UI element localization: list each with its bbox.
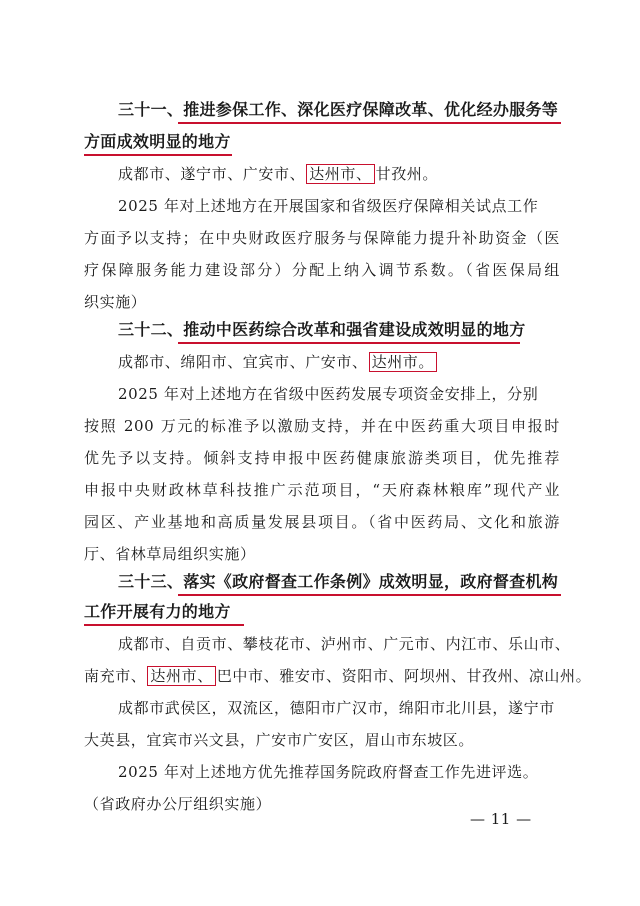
- cities-text: 成都市、遂宁市、广安市、: [118, 165, 306, 183]
- cities-text: 甘孜州。: [375, 165, 439, 183]
- section33-cities-line1: 成都市、自贡市、攀枝花市、泸州市、广元市、内江市、乐山市、: [118, 635, 571, 653]
- highlighted-city-dazhou: 达州市。: [369, 352, 437, 372]
- section31-heading-line1: 三十一、推进参保工作、深化医疗保障改革、优化经办服务等: [118, 100, 559, 119]
- section33-heading-line2: 工作开展有力的地方: [84, 602, 231, 621]
- section31-para-line1: 2025 年对上述地方在开展国家和省级医疗保障相关试点工作: [118, 197, 539, 215]
- section32-para-line6: 厅、省林草局组织实施）: [84, 545, 256, 563]
- section32-para-line4: 申报中央财政林草科技推广示范项目，“天府森林粮库”现代产业: [84, 481, 560, 499]
- section31-heading-underline: [178, 122, 561, 124]
- section31-para-line3: 疗保障服务能力建设部分）分配上纳入调节系数。（省医保局组: [84, 261, 560, 279]
- section32-para-line1: 2025 年对上述地方在省级中医药发展专项资金安排上，分别: [118, 385, 539, 403]
- section31-para-line4: 织实施）: [84, 293, 147, 311]
- section32-para-line5: 园区、产业基地和高质量发展县项目。（省中医药局、文化和旅游: [84, 513, 560, 531]
- section33-districts-line1: 成都市武侯区，双流区，德阳市广汉市，绵阳市北川县，遂宁市: [118, 699, 555, 717]
- section32-heading: 三十二、推动中医药综合改革和强省建设成效明显的地方: [118, 320, 526, 339]
- page-number: — 11 —: [470, 810, 532, 828]
- highlighted-city-dazhou: 达州市、: [147, 666, 215, 686]
- section33-heading-underline: [178, 594, 561, 596]
- section32-para-line2: 按照 200 万元的标准予以激励支持，并在中医药重大项目申报时: [84, 417, 560, 435]
- section33-heading-line1: 三十三、落实《政府督查工作条例》成效明显，政府督查机构: [118, 572, 559, 591]
- section33-para-line2: （省政府办公厅组织实施）: [84, 795, 272, 813]
- cities-text: 南充市、: [84, 667, 147, 685]
- section33-para-line1: 2025 年对上述地方优先推荐国务院政府督查工作先进评选。: [118, 763, 539, 781]
- section33-districts-line2: 大英县，宜宾市兴文县，广安市广安区，眉山市东坡区。: [84, 731, 475, 749]
- cities-text: 成都市、绵阳市、宜宾市、广安市、: [118, 353, 368, 371]
- section32-cities: [118, 352, 594, 372]
- highlighted-city-dazhou: 达州市、: [306, 164, 374, 184]
- section31-heading-line2: 方面成效明显的地方: [84, 132, 231, 151]
- section31-para-line2: 方面予以支持；在中央财政医疗服务与保障能力提升补助资金（医: [84, 229, 560, 247]
- section32-para-line3: 优先予以支持。倾斜支持申报中医药健康旅游类项目，优先推荐: [84, 449, 560, 467]
- section31-heading-underline2: [84, 154, 232, 156]
- cities-text: 巴中市、雅安市、资阳市、阿坝州、甘孜州、凉山州。: [216, 667, 592, 685]
- section31-cities: [118, 164, 594, 184]
- section32-heading-underline: [178, 342, 520, 344]
- section33-cities-line2: [84, 666, 592, 686]
- section33-heading-underline2: [84, 624, 244, 626]
